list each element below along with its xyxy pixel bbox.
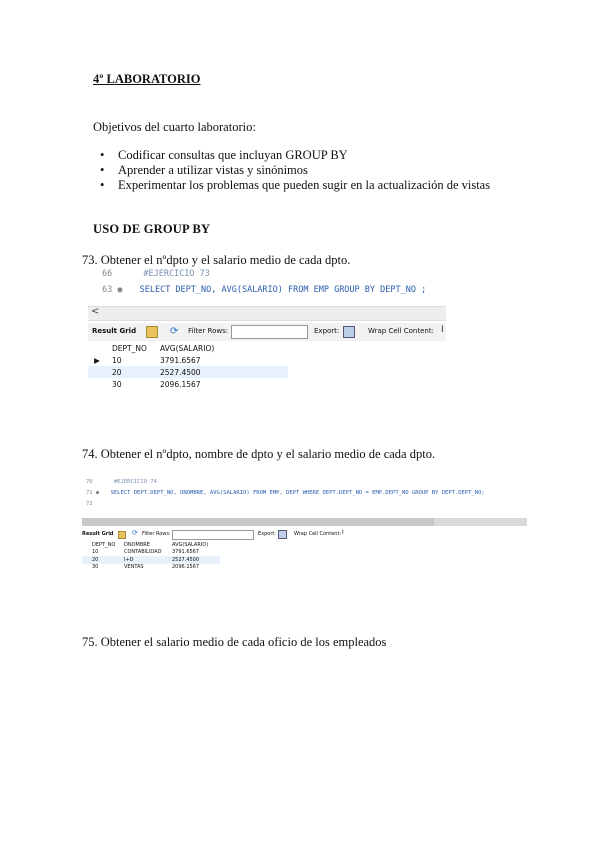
- filter-rows-label: Filter Rows:: [142, 531, 171, 537]
- table-header-row: [82, 541, 220, 549]
- list-item: [100, 148, 490, 163]
- bullet-icon: •: [100, 178, 105, 192]
- column-header[interactable]: DNOMBRE: [124, 541, 150, 548]
- objective-text: Aprender a utilizar vistas y sinónimos: [118, 163, 308, 177]
- column-header[interactable]: AVG(SALARIO): [172, 541, 209, 548]
- table-cell[interactable]: 10: [112, 355, 122, 365]
- column-header[interactable]: DEPT_NO: [112, 343, 147, 353]
- wrap-cell-label: Wrap Cell Content:: [368, 327, 434, 335]
- code-sql[interactable]: SELECT DEPT.DEPT_NO, DNOMBRE, AVG(SALARIO) FROM EMP, DEPT WHERE DEPT.DEPT_NO = EMP.DEPT_NO GROUP BY DEPT.DEPT_NO;: [110, 490, 485, 496]
- code-line-2: [86, 490, 485, 496]
- export-label: Export:: [314, 327, 340, 335]
- screenshot-ex73: [88, 268, 446, 389]
- exercise-74-text: 74. Obtener el nºdpto, nombre de dpto y el salario medio de cada dpto.: [82, 447, 436, 461]
- list-item: [100, 178, 490, 193]
- table-cell[interactable]: 30: [92, 564, 99, 571]
- bullet-icon: •: [100, 148, 105, 162]
- filter-rows-input[interactable]: [172, 530, 254, 540]
- table-cell[interactable]: I+D: [124, 556, 134, 563]
- export-icon[interactable]: [278, 530, 287, 539]
- wrap-icon[interactable]: I: [441, 325, 444, 335]
- wrap-icon[interactable]: I: [342, 529, 344, 536]
- line-number: 72: [86, 501, 93, 507]
- refresh-icon[interactable]: ⟳: [170, 326, 179, 337]
- list-item: [100, 163, 490, 178]
- refresh-icon[interactable]: ⟳: [132, 529, 138, 537]
- horizontal-scrollbar[interactable]: [88, 306, 446, 321]
- table-row[interactable]: [88, 366, 288, 378]
- result-grid-tab[interactable]: Result Grid: [92, 327, 137, 335]
- table-cell[interactable]: 10: [92, 549, 99, 556]
- filter-rows-label: Filter Rows:: [188, 327, 229, 335]
- table-cell[interactable]: 20: [112, 367, 122, 377]
- horizontal-scrollbar[interactable]: [82, 518, 527, 526]
- page-title: 4º LABORATORIO: [93, 72, 201, 86]
- column-header[interactable]: DEPT_NO: [92, 541, 116, 548]
- current-row-icon: ▶: [94, 355, 100, 365]
- line-number: 63 ●: [102, 285, 123, 295]
- code-line-1: [102, 269, 210, 279]
- objectives-heading: Objetivos del cuarto laboratorio:: [93, 120, 256, 134]
- code-line-1: [86, 479, 157, 485]
- line-number: 66: [102, 269, 113, 279]
- table-row[interactable]: [88, 354, 288, 366]
- code-line-2: [102, 285, 426, 295]
- table-row[interactable]: [88, 378, 288, 390]
- export-icon[interactable]: [343, 326, 355, 338]
- exercise-75-text: 75. Obtener el salario medio de cada oficio de los empleados: [82, 635, 387, 649]
- table-cell[interactable]: 30: [112, 379, 122, 389]
- table-header-row: [88, 342, 288, 354]
- table-cell[interactable]: 2527.4500: [160, 367, 201, 377]
- wrap-cell-label: Wrap Cell Content:: [294, 531, 342, 537]
- table-cell[interactable]: VENTAS: [124, 564, 144, 571]
- table-row[interactable]: [82, 564, 220, 572]
- table-cell[interactable]: 20: [92, 556, 99, 563]
- bullet-icon: •: [100, 163, 105, 177]
- table-cell[interactable]: CONTABILIDAD: [124, 549, 162, 556]
- table-cell[interactable]: 2096.1567: [172, 564, 200, 571]
- table-cell[interactable]: 2527.4500: [172, 556, 200, 563]
- table-cell[interactable]: 3791.6567: [172, 549, 200, 556]
- section-heading: USO DE GROUP BY: [93, 222, 211, 236]
- table-row[interactable]: [82, 556, 220, 564]
- scrollbar-thumb[interactable]: [82, 518, 434, 526]
- result-grid: [88, 342, 288, 390]
- result-grid-tab[interactable]: Result Grid: [82, 531, 114, 537]
- objectives-list: [100, 148, 490, 193]
- filter-rows-input[interactable]: [231, 325, 308, 339]
- code-comment: #EJERCICIO 74: [113, 479, 157, 485]
- code-comment: #EJERCICIO 73: [143, 269, 210, 279]
- grid-icon[interactable]: [146, 326, 158, 338]
- result-grid: [82, 541, 220, 571]
- table-cell[interactable]: 2096.1567: [160, 379, 201, 389]
- scroll-left-icon[interactable]: <: [91, 306, 100, 317]
- line-number: 71 ●: [86, 490, 100, 496]
- table-row[interactable]: [82, 549, 220, 557]
- screenshot-ex74: [82, 478, 527, 590]
- objective-text: Experimentar los problemas que pueden sugir en la actualización de vistas: [118, 178, 491, 192]
- code-line-3: [86, 501, 93, 507]
- export-label: Export:: [258, 531, 277, 537]
- table-cell[interactable]: 3791.6567: [160, 355, 201, 365]
- result-toolbar: [88, 323, 446, 341]
- line-number: 70: [86, 479, 93, 485]
- code-sql[interactable]: SELECT DEPT_NO, AVG(SALARIO) FROM EMP GROUP BY DEPT_NO ;: [139, 285, 427, 295]
- grid-icon[interactable]: [118, 531, 126, 539]
- exercise-73-text: 73. Obtener el nºdpto y el salario medio de cada dpto.: [82, 253, 351, 267]
- result-toolbar: [82, 529, 527, 540]
- objective-text: Codificar consultas que incluyan GROUP BY: [118, 148, 348, 162]
- column-header[interactable]: AVG(SALARIO): [160, 343, 215, 353]
